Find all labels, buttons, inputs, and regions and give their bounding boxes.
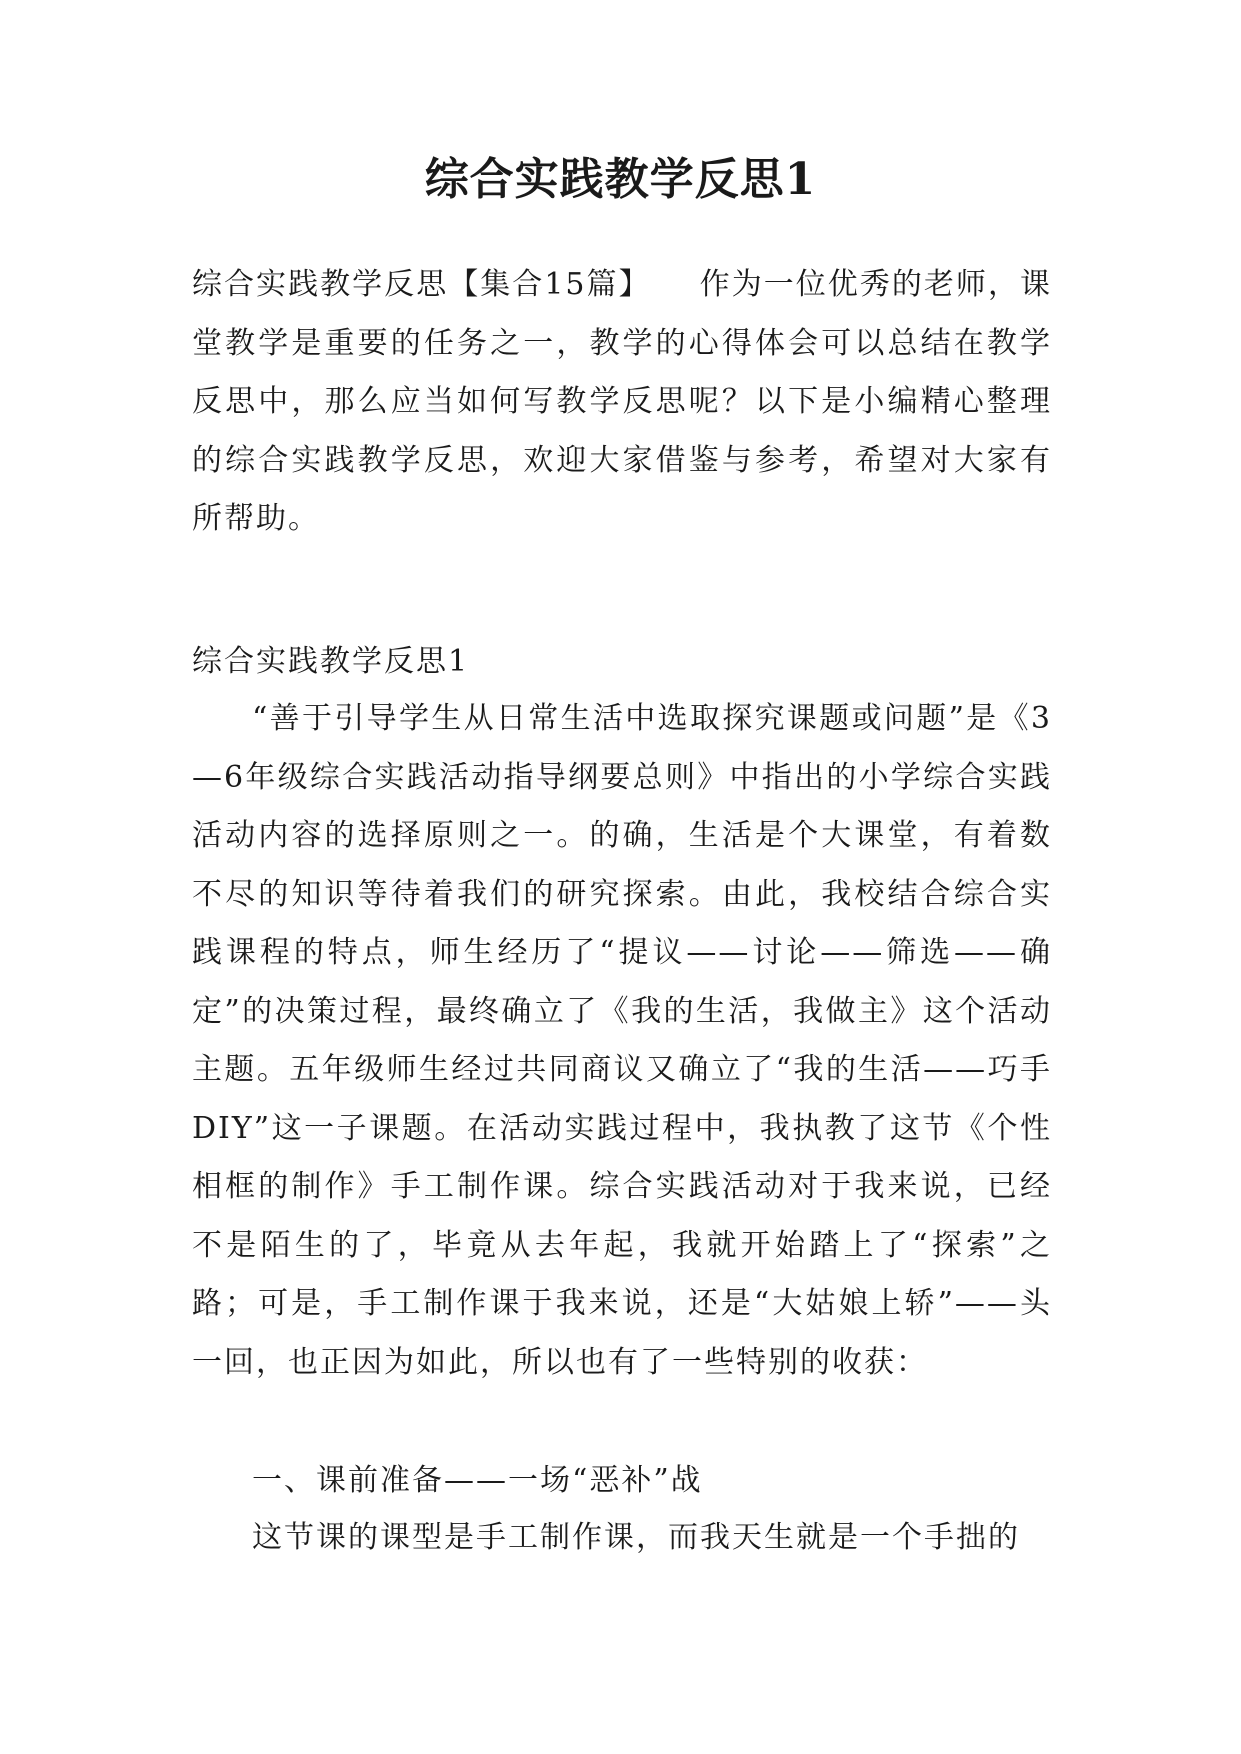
body-paragraph: “善于引导学生从日常生活中选取探究课题或问题”是《3—6年级综合实践活动指导纲要总则》中指出的小学综合实践活动内容的选择原则之一。的确，生活是个大课堂，有着数不尽的知识等待着我们的研究探索。由此，我校结合综合实践课程的特点，师生经历了“提议——讨论——筛选——确定”的决策过程，最终确立了《我的生活，我做主》这个活动主题。五年级师生经过共同商议又确立了“我的生活——巧手DIY”这一子课题。在活动实践过程中，我执教了这节《个性相框的制作》手工制作课。综合实践活动对于我来说，已经不是陌生的了，毕竟从去年起，我就开始踏上了“探索”之路；可是，手工制作课于我来说，还是“大姑娘上轿”——头一回，也正因为如此，所以也有了一些特别的收获： (192, 701, 1052, 1380)
sub-heading: 一、课前准备——一场“恶补”战 (252, 1463, 703, 1498)
intro-paragraph: 综合实践教学反思【集合15篇】 作为一位优秀的老师，课堂教学是重要的任务之一，教学的心得体会可以总结在教学反思中，那么应当如何写教学反思呢？以下是小编精心整理的综合实践教学反思，欢迎大家借鉴与参考，希望对大家有所帮助。 (192, 267, 1052, 536)
body-paragraph: 这节课的课型是手工制作课，而我天生就是一个手拙的 (252, 1520, 1020, 1555)
section-heading: 综合实践教学反思1 (192, 644, 470, 679)
document-title: 综合实践教学反思1 (424, 154, 817, 205)
